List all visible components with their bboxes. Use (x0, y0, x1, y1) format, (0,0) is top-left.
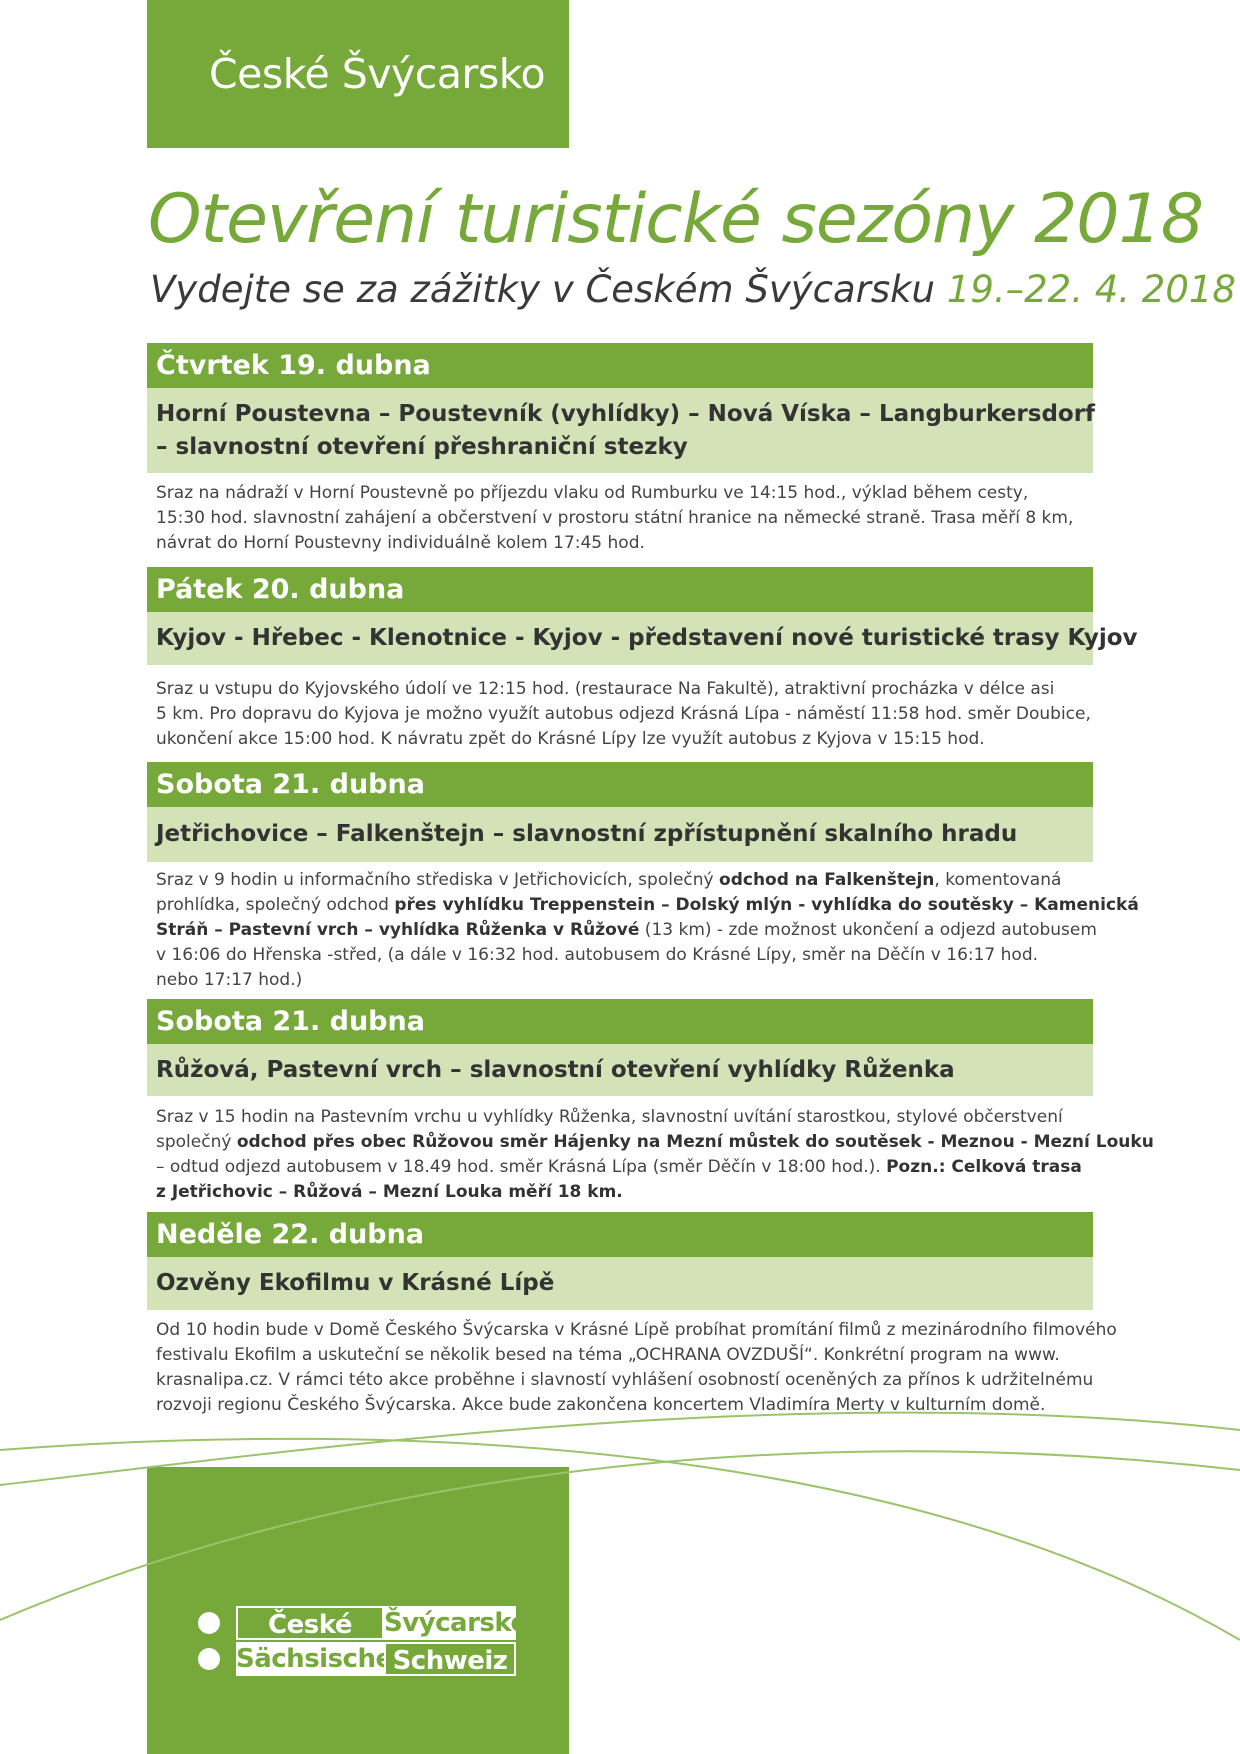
logo-de-word-1: Sächsische (236, 1644, 393, 1674)
event-title-line: Růžová, Pastevní vrch – slavnostní otevření vyhlídky Růženka (156, 1057, 955, 1083)
logo-cz-word-2: Švýcarsko (384, 1608, 528, 1638)
description-line: 5 km. Pro dopravu do Kyjova je možno využít autobus odjezd Krásná Lípa - náměstí 11:58 hod. směr Doubice, (156, 704, 1091, 724)
region-logo (198, 1606, 528, 1678)
event-title-line: Horní Poustevna – Poustevník (vyhlídky) – Nová Víska – Langburkersdorf (156, 401, 1096, 427)
logo-cz-word-1: České (236, 1606, 384, 1640)
day-heading-thursday: Čtvrtek 19. dubna (147, 343, 1093, 388)
description-line: ukončení akce 15:00 hod. K návratu zpět do Krásné Lípy lze využít autobus z Kyjova v 15:15 hod. (156, 729, 985, 749)
brand-name: České Švýcarsko (209, 50, 546, 98)
description-line: rozvoji regionu Českého Švýcarska. Akce bude zakončena koncertem Vladimíra Merty v kulturním domě. (156, 1395, 1046, 1415)
event-description-friday (156, 677, 1091, 752)
logo-dot (198, 1648, 220, 1670)
header-brand-block (147, 0, 569, 148)
subtitle-text: Vydejte se za zážitky v Českém Švýcarsku (150, 268, 936, 311)
description-line: Sraz v 9 hodin u informačního střediska v Jetřichovicích, společný odchod na Falkenštejn, komentovaná (156, 870, 1062, 890)
description-line: Sraz v 15 hodin na Pastevním vrchu u vyhlídky Růženka, slavnostní uvítání starostkou, stylové občerstvení (156, 1107, 1063, 1127)
description-line: návrat do Horní Poustevny individuálně kolem 17:45 hod. (156, 533, 645, 553)
decorative-curves (0, 1380, 1240, 1680)
logo-dot (198, 1612, 220, 1634)
description-line: Stráň – Pastevní vrch – vyhlídka Růženka v Růžové (13 km) - zde možnost ukončení a odjezd autobusem (156, 920, 1097, 940)
description-line: Od 10 hodin bude v Domě Českého Švýcarska v Krásné Lípě probíhat promítání filmů z mezinárodního filmového (156, 1320, 1117, 1340)
event-title-line: – slavnostní otevření přeshraniční stezky (156, 434, 688, 460)
day-heading-saturday-1: Sobota 21. dubna (147, 762, 1093, 807)
description-line: 15:30 hod. slavnostní zahájení a občerstvení v prostoru státní hranice na německé straně. Trasa měří 8 km, (156, 508, 1074, 528)
day-heading-saturday-2: Sobota 21. dubna (147, 999, 1093, 1044)
subtitle-date: 19.–22. 4. 2018 (946, 268, 1236, 311)
event-title-line: Ozvěny Ekofilmu v Krásné Lípě (156, 1270, 555, 1296)
event-title-saturday-2 (147, 1044, 1093, 1096)
description-line: festivalu Ekofilm a uskuteční se několik besed na téma „OCHRANA OVZDUŠÍ“. Konkrétní program na www. (156, 1345, 1060, 1365)
event-title-friday (147, 612, 1138, 665)
description-line: krasnalipa.cz. V rámci této akce proběhne i slavností vyhlášení osobností oceněných za přínos k udržitelnému (156, 1370, 1094, 1390)
event-title-line: Kyjov - Hřebec - Klenotnice - Kyjov - představení nové turistické trasy Kyjov (156, 625, 1138, 651)
day-heading-friday: Pátek 20. dubna (147, 567, 1093, 612)
event-title-saturday-1 (147, 807, 1093, 862)
description-line: – odtud odjezd autobusem v 18.49 hod. směr Krásná Lípa (směr Děčín v 18:00 hod.). Pozn.: Celková trasa (156, 1157, 1082, 1177)
description-line: v 16:06 do Hřenska -střed, (a dále v 16:32 hod. autobusem do Krásné Lípy, směr na Děčín v 16:17 hod. (156, 945, 1039, 965)
description-line: z Jetřichovic – Růžová – Mezní Louka měří 18 km. (156, 1182, 623, 1202)
event-title-line: Jetřichovice – Falkenštejn – slavnostní zpřístupnění skalního hradu (156, 821, 1018, 847)
page-subtitle (150, 268, 1236, 311)
event-description-saturday-2 (156, 1105, 1154, 1205)
description-line: Sraz na nádraží v Horní Poustevně po příjezdu vlaku od Rumburku ve 14:15 hod., výklad během cesty, (156, 483, 1029, 503)
event-description-thursday (156, 481, 1086, 556)
event-description-saturday-1 (156, 868, 1139, 993)
day-heading-sunday: Neděle 22. dubna (147, 1212, 1093, 1257)
page-title: Otevření turistické sezóny 2018 (148, 180, 1204, 259)
description-line: Sraz u vstupu do Kyjovského údolí ve 12:15 hod. (restaurace Na Fakultě), atraktivní procházka v délce asi (156, 679, 1055, 699)
event-title-thursday (147, 388, 1096, 473)
description-line: společný odchod přes obec Růžovou směr Hájenky na Mezní můstek do soutěsek - Meznou - Mezní Louku (156, 1132, 1154, 1152)
description-line: nebo 17:17 hod.) (156, 970, 303, 990)
event-title-sunday (147, 1257, 1093, 1310)
description-line: prohlídka, společný odchod přes vyhlídku Treppenstein – Dolský mlýn - vyhlídka do soutěsky – Kamenická (156, 895, 1139, 915)
logo-de-word-2: Schweiz (384, 1642, 516, 1676)
